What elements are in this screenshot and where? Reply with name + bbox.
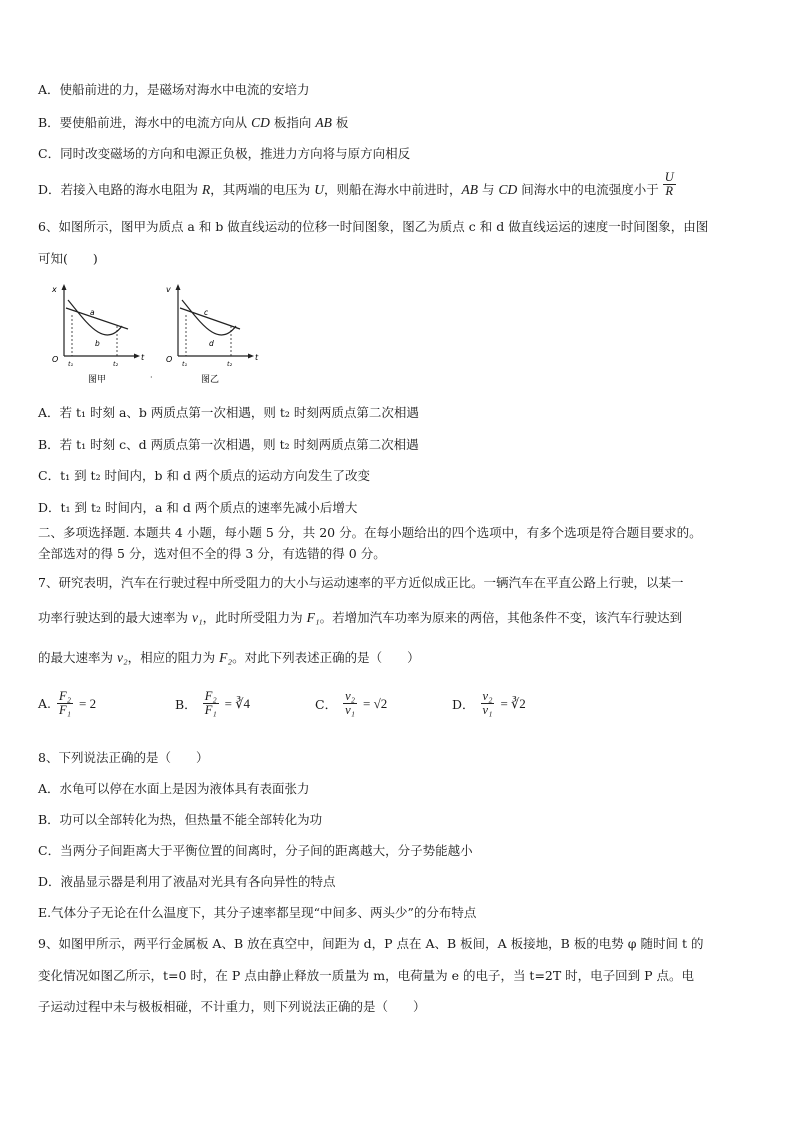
q5-option-d (38, 170, 676, 198)
graph-jia-line-a (66, 308, 128, 329)
graph-jia-label-b: b (95, 339, 100, 348)
graph-yi-y-label: v (166, 285, 171, 294)
q7-line3-mid: ，相应的阻力为 (127, 650, 220, 665)
fraction-numerator: U (664, 170, 674, 184)
fraction-denominator: v₁ (345, 703, 355, 717)
q9-line3: 子运动过程中未与极板相碰，不计重力，则下列说法正确的是（ ） (38, 999, 426, 1014)
q5-option-d-text: D．若接入电路的海水电阻为 (38, 182, 202, 197)
q7-f1: F₁ (306, 610, 320, 625)
graph-yi (166, 284, 259, 385)
q6-figure (38, 282, 278, 392)
q7-option-b-label: B． (175, 696, 197, 712)
q7-option-d (452, 690, 526, 717)
q8-option-c: C．当两分子间距离大于平衡位置的间离时，分子间的距离越大，分子势能越小 (38, 843, 473, 858)
graph-yi-label-c: c (204, 308, 209, 317)
q7-option-b-fraction (203, 690, 219, 717)
q5-option-b-cd: CD (251, 115, 270, 130)
q7-option-d-rhs: = ∛2 (500, 695, 526, 711)
fraction-denominator: F₁ (59, 703, 71, 717)
graph-yi-origin: O (166, 355, 173, 364)
q7-option-c-label: C． (315, 696, 338, 712)
q7-line2-mid: ，此时所受阻力为 (202, 610, 307, 625)
q7-v1: v₁ (191, 610, 203, 625)
section2-line2: 全部选对的得 5 分，选对但不全的得 3 分，有选错的得 0 分。 (38, 546, 386, 561)
q5-option-d-mid3: 与 (478, 182, 499, 197)
graph-yi-curve-d (182, 300, 236, 335)
fraction-numerator: v₂ (345, 689, 355, 703)
q8-option-b: B．功可以全部转化为热，但热量不能全部转化为功 (38, 812, 323, 827)
q7-line3-text: 的最大速率为 (38, 650, 117, 665)
graph-jia-t1: t₁ (68, 360, 74, 368)
q7-option-a-rhs: = 2 (79, 695, 97, 711)
q9-line1: 9、如图甲所示，两平行金属板 A、B 放在真空中，间距为 d，P 点在 A、B 板间，A 板接地，B 板的电势 φ 随时间 t 的 (38, 936, 704, 951)
figure-separator: · (150, 373, 153, 382)
q7-line3 (38, 650, 420, 666)
q5-option-b-mid: 板指向 (269, 115, 316, 130)
q7-option-a-label: A. (38, 696, 52, 711)
q7-option-a-fraction (57, 690, 73, 717)
q5-option-d-u: U (314, 182, 324, 197)
q6-option-c: C．t₁ 到 t₂ 时间内，b 和 d 两个质点的运动方向发生了改变 (38, 468, 370, 483)
fraction-denominator: R (665, 184, 674, 198)
graph-jia-caption: 图甲 (88, 375, 107, 385)
graph-yi-caption: 图乙 (201, 375, 220, 385)
graph-yi-t1: t₁ (182, 360, 188, 368)
q7-v2: v₂ (116, 650, 128, 665)
q8-option-d: D．液晶显示器是利用了液晶对光具有各向异性的特点 (38, 874, 336, 889)
q5-option-b-ab: AB (315, 115, 332, 130)
q7-line1: 7、研究表明，汽车在行驶过程中所受阻力的大小与运动速率的平方近似成正比。一辆汽车在平直公路上行驶，以某一 (38, 575, 684, 590)
graph-jia-label-a: a (90, 308, 95, 317)
q5-option-b (38, 115, 348, 131)
q5-option-c: C．同时改变磁场的方向和电源正负极，推进力方向将与原方向相反 (38, 146, 411, 161)
graph-jia-t2: t₂ (113, 360, 119, 368)
q5-option-d-mid1: ，其两端的电压为 (210, 182, 315, 197)
q8-option-e: E.气体分子无论在什么温度下，其分子速率都呈现“中间多、两头少”的分布特点 (38, 905, 477, 920)
q8-stem: 8、下列说法正确的是（ ） (38, 750, 209, 765)
q7-option-c-rhs: = √2 (362, 695, 388, 711)
q7-option-c-fraction (343, 690, 357, 717)
fraction-numerator: v₂ (482, 689, 493, 703)
q9-line2: 变化情况如图乙所示，t=0 时，在 P 点由静止释放一质量为 m，电荷量为 e 的电子，当 t=2T 时，电子回到 P 点。电 (38, 968, 695, 983)
fraction-denominator: v₁ (482, 703, 493, 717)
q7-line2-end: 。若增加汽车功率为原来的两倍，其他条件不变，该汽车行驶达到 (319, 610, 683, 625)
graph-yi-t2: t₂ (227, 360, 233, 368)
section2-line1: 二、多项选择题. 本题共 4 小题，每小题 5 分，共 20 分。在每小题给出的四个选项中，有多个选项是符合题目要求的。 (38, 525, 702, 540)
q5-option-b-end: 板 (331, 115, 349, 130)
q6-graphs (38, 282, 278, 392)
graph-jia-y-label: x (52, 285, 57, 294)
q5-option-d-mid2: ，则船在海水中前进时， (323, 182, 462, 197)
q5-option-a: A．使船前进的力，是磁场对海水中电流的安培力 (38, 82, 310, 97)
q7-line3-end: 。对此下列表述正确的是（ ） (232, 650, 420, 665)
q7-option-c (315, 690, 387, 717)
q8-option-a: A．水龟可以停在水面上是因为液体具有表面张力 (38, 781, 310, 796)
q6-stem-line2: 可知( ) (38, 251, 98, 266)
q7-line2 (38, 610, 682, 626)
q7-option-b (175, 690, 250, 717)
q5-option-d-r: R (202, 182, 211, 197)
q6-option-d: D．t₁ 到 t₂ 时间内，a 和 d 两个质点的速率先减小后增大 (38, 500, 358, 515)
graph-jia-origin: O (52, 355, 59, 364)
q7-line2-text: 功率行驶达到的最大速率为 (38, 610, 192, 625)
fraction-denominator: F₁ (204, 703, 217, 717)
q5-option-d-fraction (663, 171, 676, 198)
q7-f2: F₂ (219, 650, 233, 665)
q5-option-d-cd: CD (498, 182, 518, 197)
q5-option-b-text: B．要使船前进，海水中的电流方向从 (38, 115, 252, 130)
fraction-numerator: F₂ (204, 689, 217, 703)
q7-option-b-rhs: = ∛4 (224, 695, 251, 711)
q7-option-d-label: D． (452, 696, 475, 712)
graph-jia (51, 284, 145, 385)
q5-option-d-ab: AB (461, 182, 478, 197)
q6-option-b: B．若 t₁ 时刻 c、d 两质点第一次相遇，则 t₂ 时刻两质点第二次相遇 (38, 437, 419, 452)
fraction-numerator: F₂ (59, 689, 71, 703)
graph-jia-x-label: t (141, 353, 145, 362)
q7-option-a (38, 690, 96, 717)
q5-option-d-end: 间海水中的电流强度小于 (517, 182, 659, 197)
q6-stem-line1: 6、如图所示，图甲为质点 a 和 b 做直线运动的位移一时间图象，图乙为质点 c 和 d 做直线运运的速度一时间图象，由图 (38, 219, 709, 234)
graph-yi-label-d: d (209, 339, 214, 348)
q7-option-d-fraction (481, 690, 495, 717)
graph-yi-x-label: t (255, 353, 259, 362)
q6-option-a: A．若 t₁ 时刻 a、b 两质点第一次相遇，则 t₂ 时刻两质点第二次相遇 (38, 405, 419, 420)
graph-yi-line-c (180, 308, 240, 329)
